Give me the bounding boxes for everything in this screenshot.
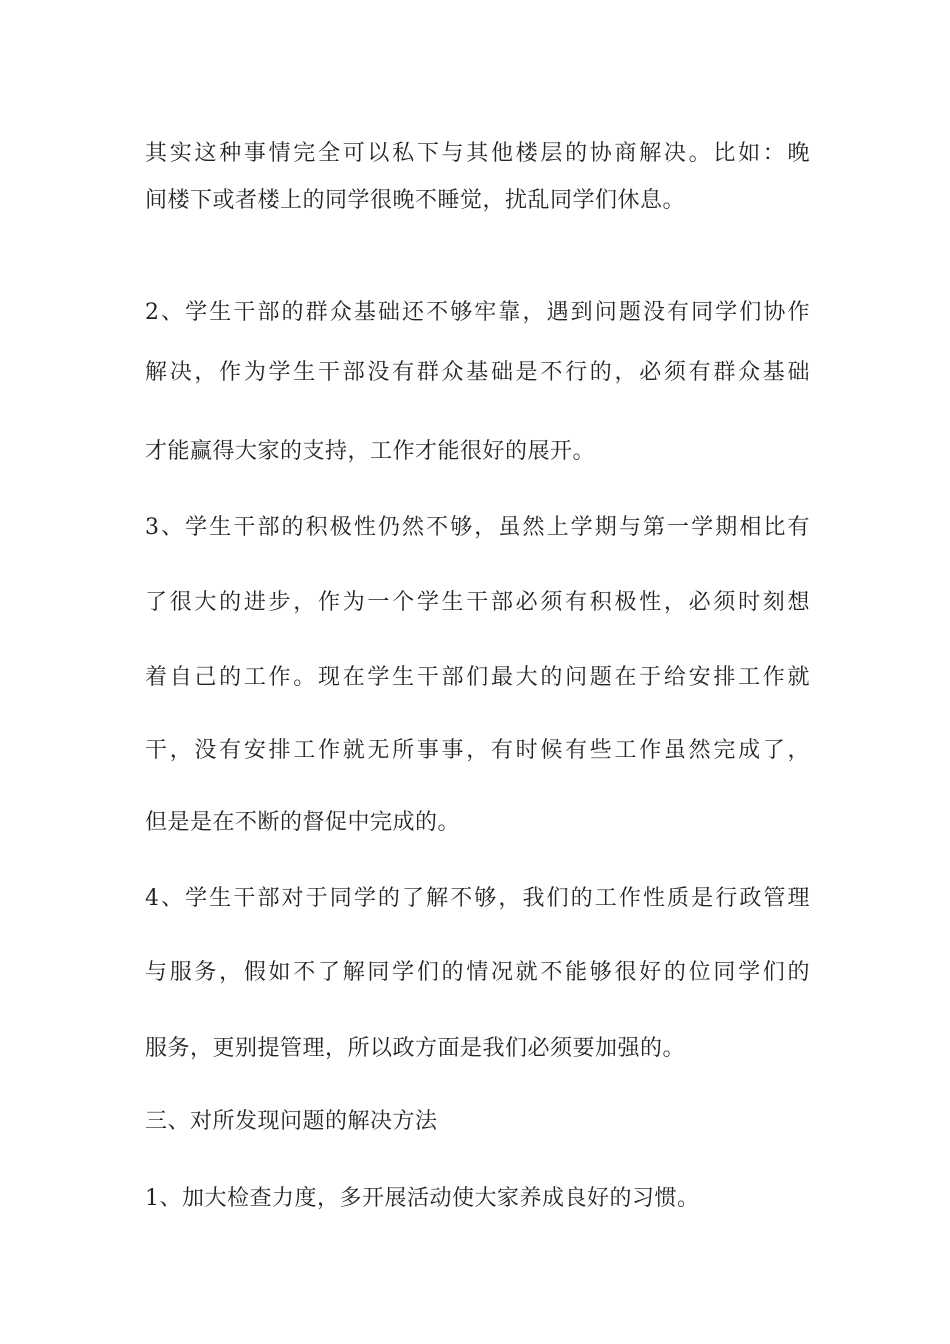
paragraph-line: 但是是在不断的督促中完成的。 [145,810,461,835]
paragraph-line: 间楼下或者楼上的同学很晚不睡觉，扰乱同学们休息。 [145,188,686,213]
paragraph-line: 其实这种事情完全可以私下与其他楼层的协商解决。比如：晚 [145,141,810,166]
paragraph-line: 着自己的工作。现在学生干部们最大的问题在于给安排工作就 [145,665,810,690]
paragraph-line: 3、学生干部的积极性仍然不够，虽然上学期与第一学期相比有 [145,515,810,540]
paragraph-line: 与服务，假如不了解同学们的情况就不能够很好的位同学们的 [145,960,810,985]
paragraph-line: 1、加大检查力度，多开展活动使大家养成良好的习惯。 [145,1186,700,1211]
paragraph-line: 干，没有安排工作就无所事事，有时候有些工作虽然完成了， [145,738,810,763]
paragraph-line: 4、学生干部对于同学的了解不够，我们的工作性质是行政管理 [145,886,810,911]
paragraph-line: 才能赢得大家的支持，工作才能很好的展开。 [145,439,596,464]
paragraph-line: 解决，作为学生干部没有群众基础是不行的，必须有群众基础 [145,360,810,385]
paragraph-line: 了很大的进步，作为一个学生干部必须有积极性，必须时刻想 [145,590,810,615]
paragraph-line: 2、学生干部的群众基础还不够牢靠，遇到问题没有同学们协作 [145,300,810,325]
paragraph-line: 服务，更别提管理，所以政方面是我们必须要加强的。 [145,1036,686,1061]
section-heading: 三、对所发现问题的解决方法 [145,1109,438,1134]
